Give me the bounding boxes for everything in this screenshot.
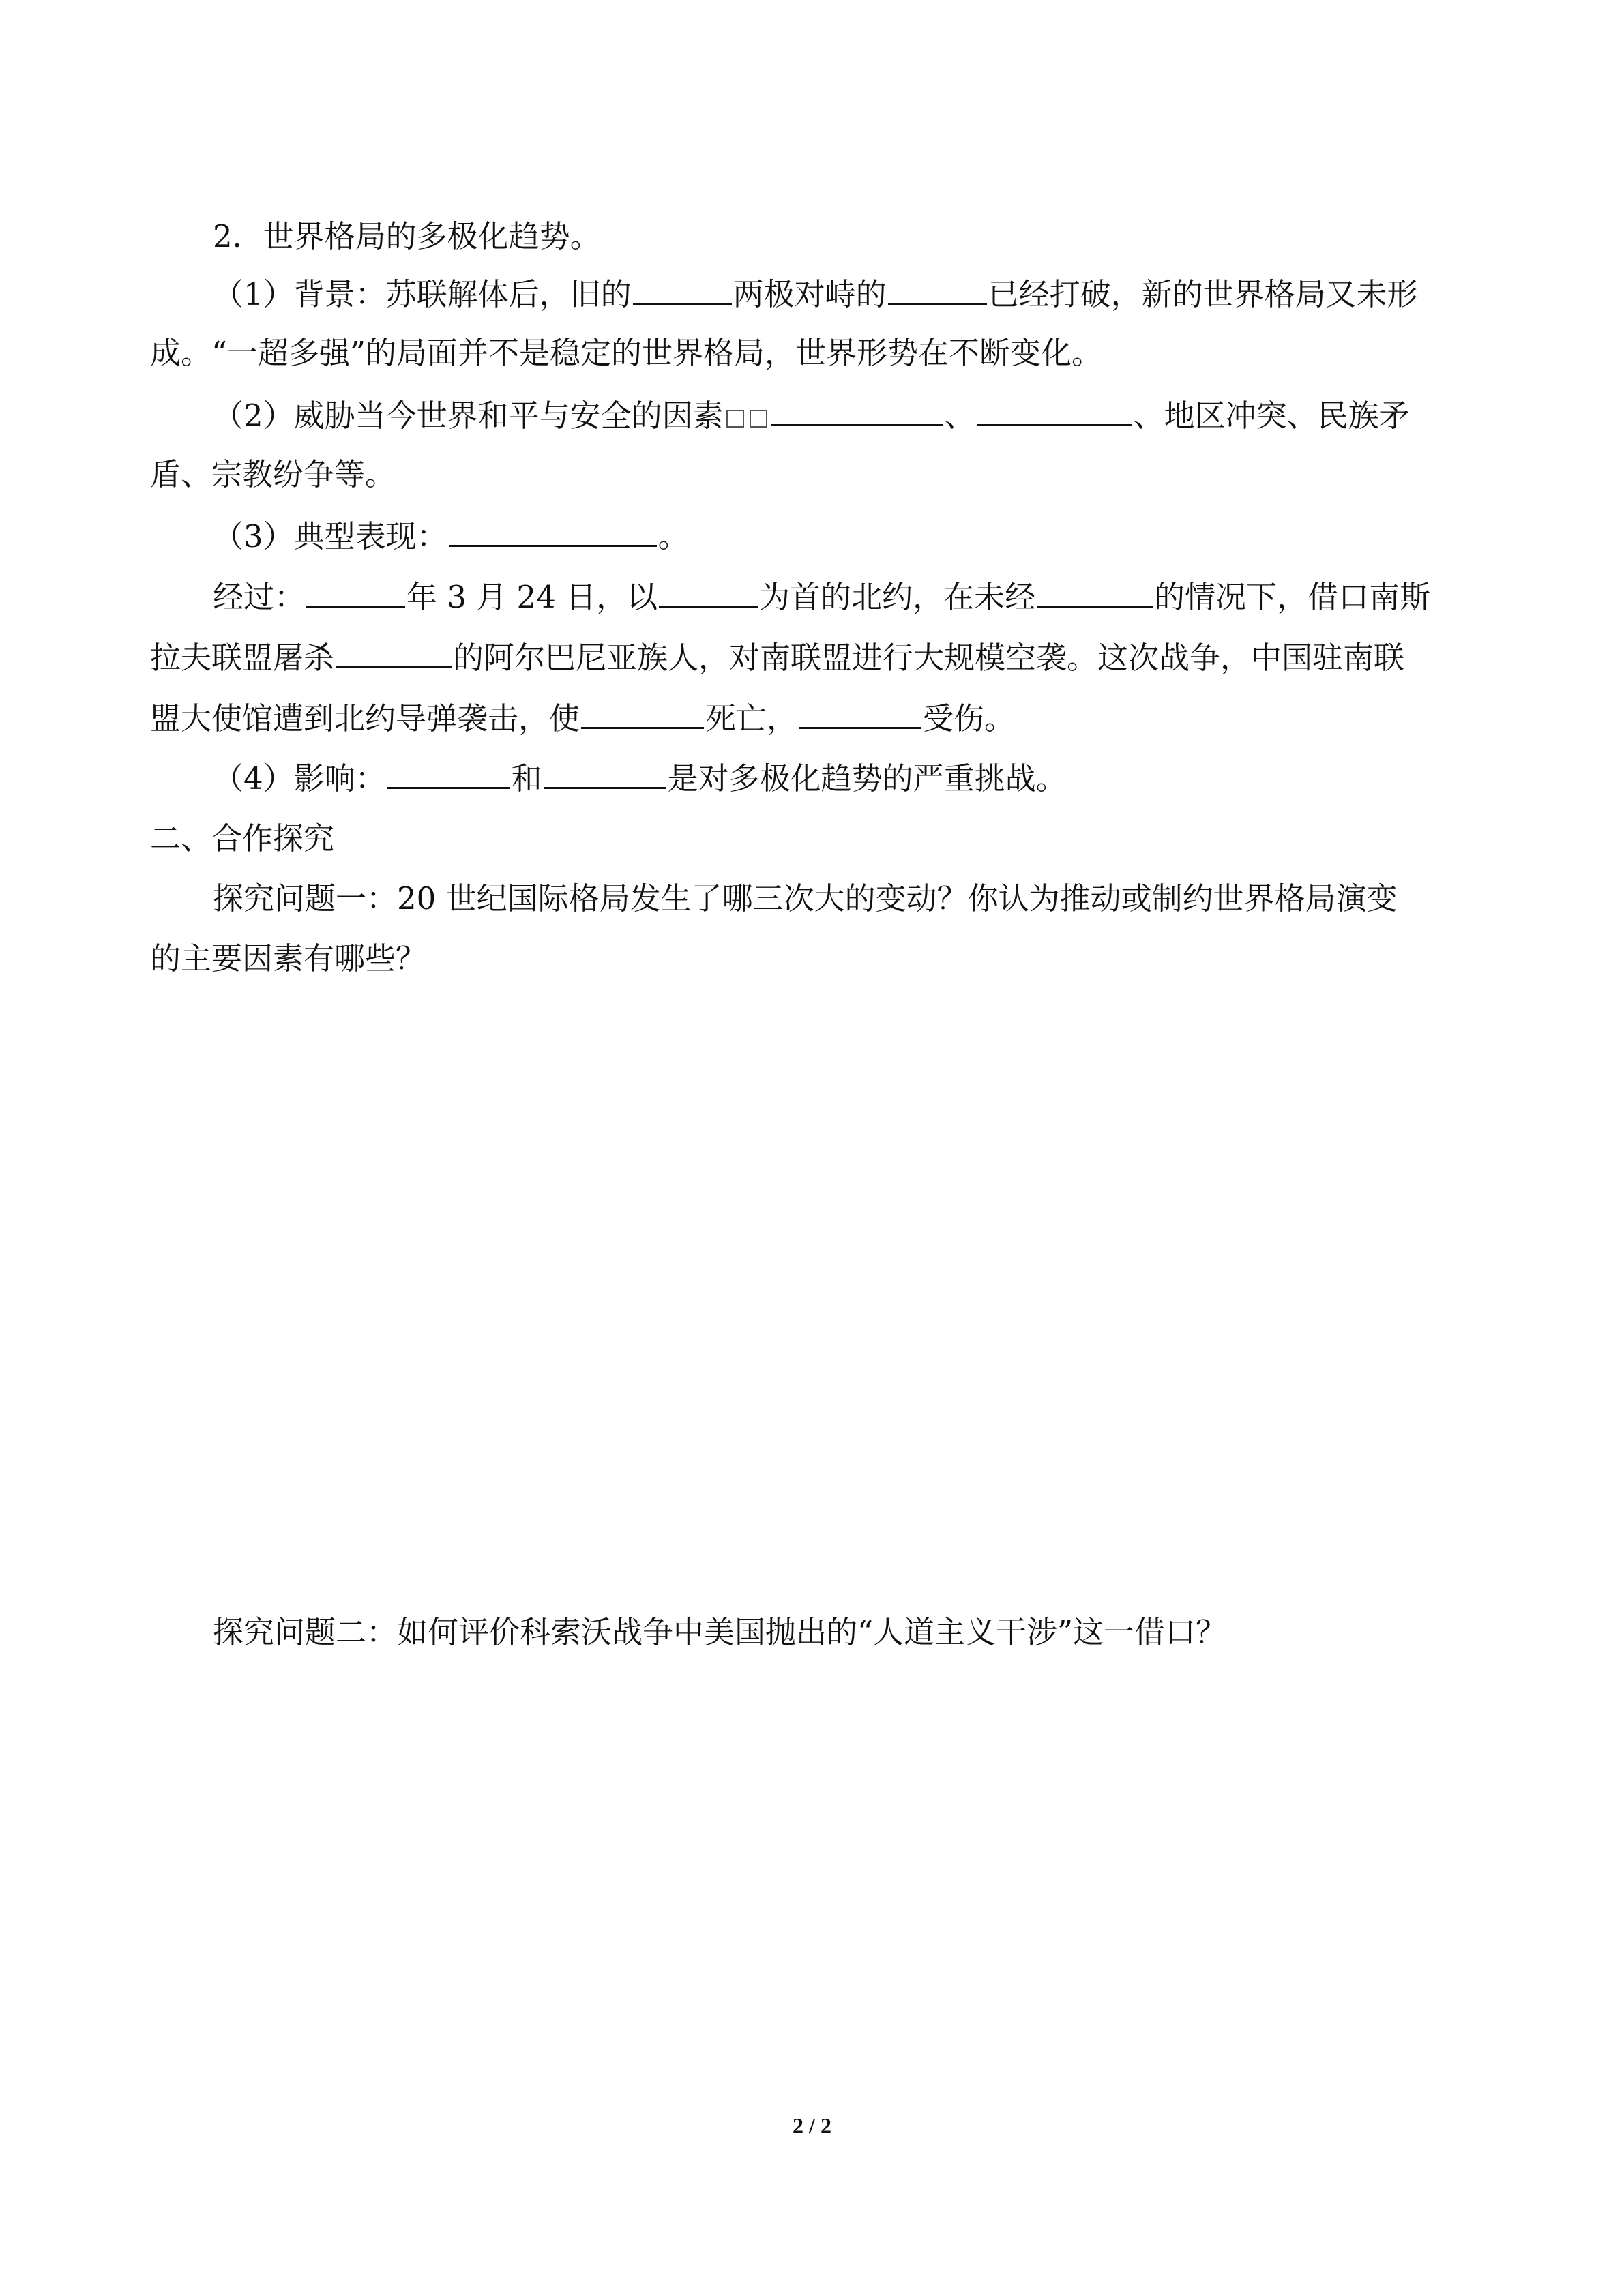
question-2: 探究问题二：如何评价科索沃战争中美国抛出的“人道主义干涉”这一借口？ bbox=[213, 1614, 1227, 1650]
fill-blank[interactable] bbox=[306, 576, 405, 608]
process-line-2: 拉夫联盟屠杀 的阿尔巴尼亚族人，对南联盟进行大规模空袭。这次战争，中国驻南联 bbox=[150, 636, 1404, 679]
fill-blank[interactable] bbox=[771, 394, 943, 426]
fill-blank[interactable] bbox=[888, 273, 987, 305]
fill-blank[interactable] bbox=[581, 697, 704, 729]
threats-line-2: 盾、宗教纷争等。 bbox=[150, 456, 396, 492]
fill-blank[interactable] bbox=[977, 394, 1132, 426]
page-number: 2 / 2 bbox=[793, 2113, 831, 2138]
typical-line: （3）典型表现： 。 bbox=[213, 515, 689, 557]
fill-blank[interactable] bbox=[799, 697, 921, 729]
fill-blank[interactable] bbox=[387, 757, 510, 789]
question-1-line-1: 探究问题一：20 世纪国际格局发生了哪三次大的变动？你认为推动或制约世界格局演变 bbox=[213, 880, 1398, 916]
missing-glyph-box bbox=[750, 410, 767, 428]
fill-blank[interactable] bbox=[659, 576, 758, 608]
process-line-1: 经过： 年 3 月 24 日，以 为首的北约，在未经 的情况下，借口南斯 bbox=[213, 576, 1430, 618]
fill-blank[interactable] bbox=[449, 515, 657, 547]
process-line-3: 盟大使馆遭到北约导弹袭击，使 死亡， 受伤。 bbox=[150, 697, 1015, 739]
question-1-line-2: 的主要因素有哪些？ bbox=[150, 940, 427, 976]
section-heading: 2．世界格局的多极化趋势。 bbox=[213, 218, 601, 254]
background-line-2: 成。“一超多强”的局面并不是稳定的世界格局，世界形势在不断变化。 bbox=[150, 335, 1103, 371]
impact-line: （4）影响： 和 是对多极化趋势的严重挑战。 bbox=[213, 757, 1067, 799]
fill-blank[interactable] bbox=[336, 636, 452, 668]
fill-blank[interactable] bbox=[544, 757, 666, 789]
cooperation-heading: 二、合作探究 bbox=[150, 820, 335, 856]
threats-line-1: （2）威胁当今世界和平与安全的因素 、 、地区冲突、民族矛 bbox=[213, 394, 1410, 436]
missing-glyph-box bbox=[726, 410, 744, 428]
fill-blank[interactable] bbox=[1037, 576, 1153, 608]
background-line-1: （1）背景：苏联解体后，旧的 两极对峙的 已经打破，新的世界格局又未形 bbox=[213, 273, 1418, 315]
fill-blank[interactable] bbox=[633, 273, 732, 305]
